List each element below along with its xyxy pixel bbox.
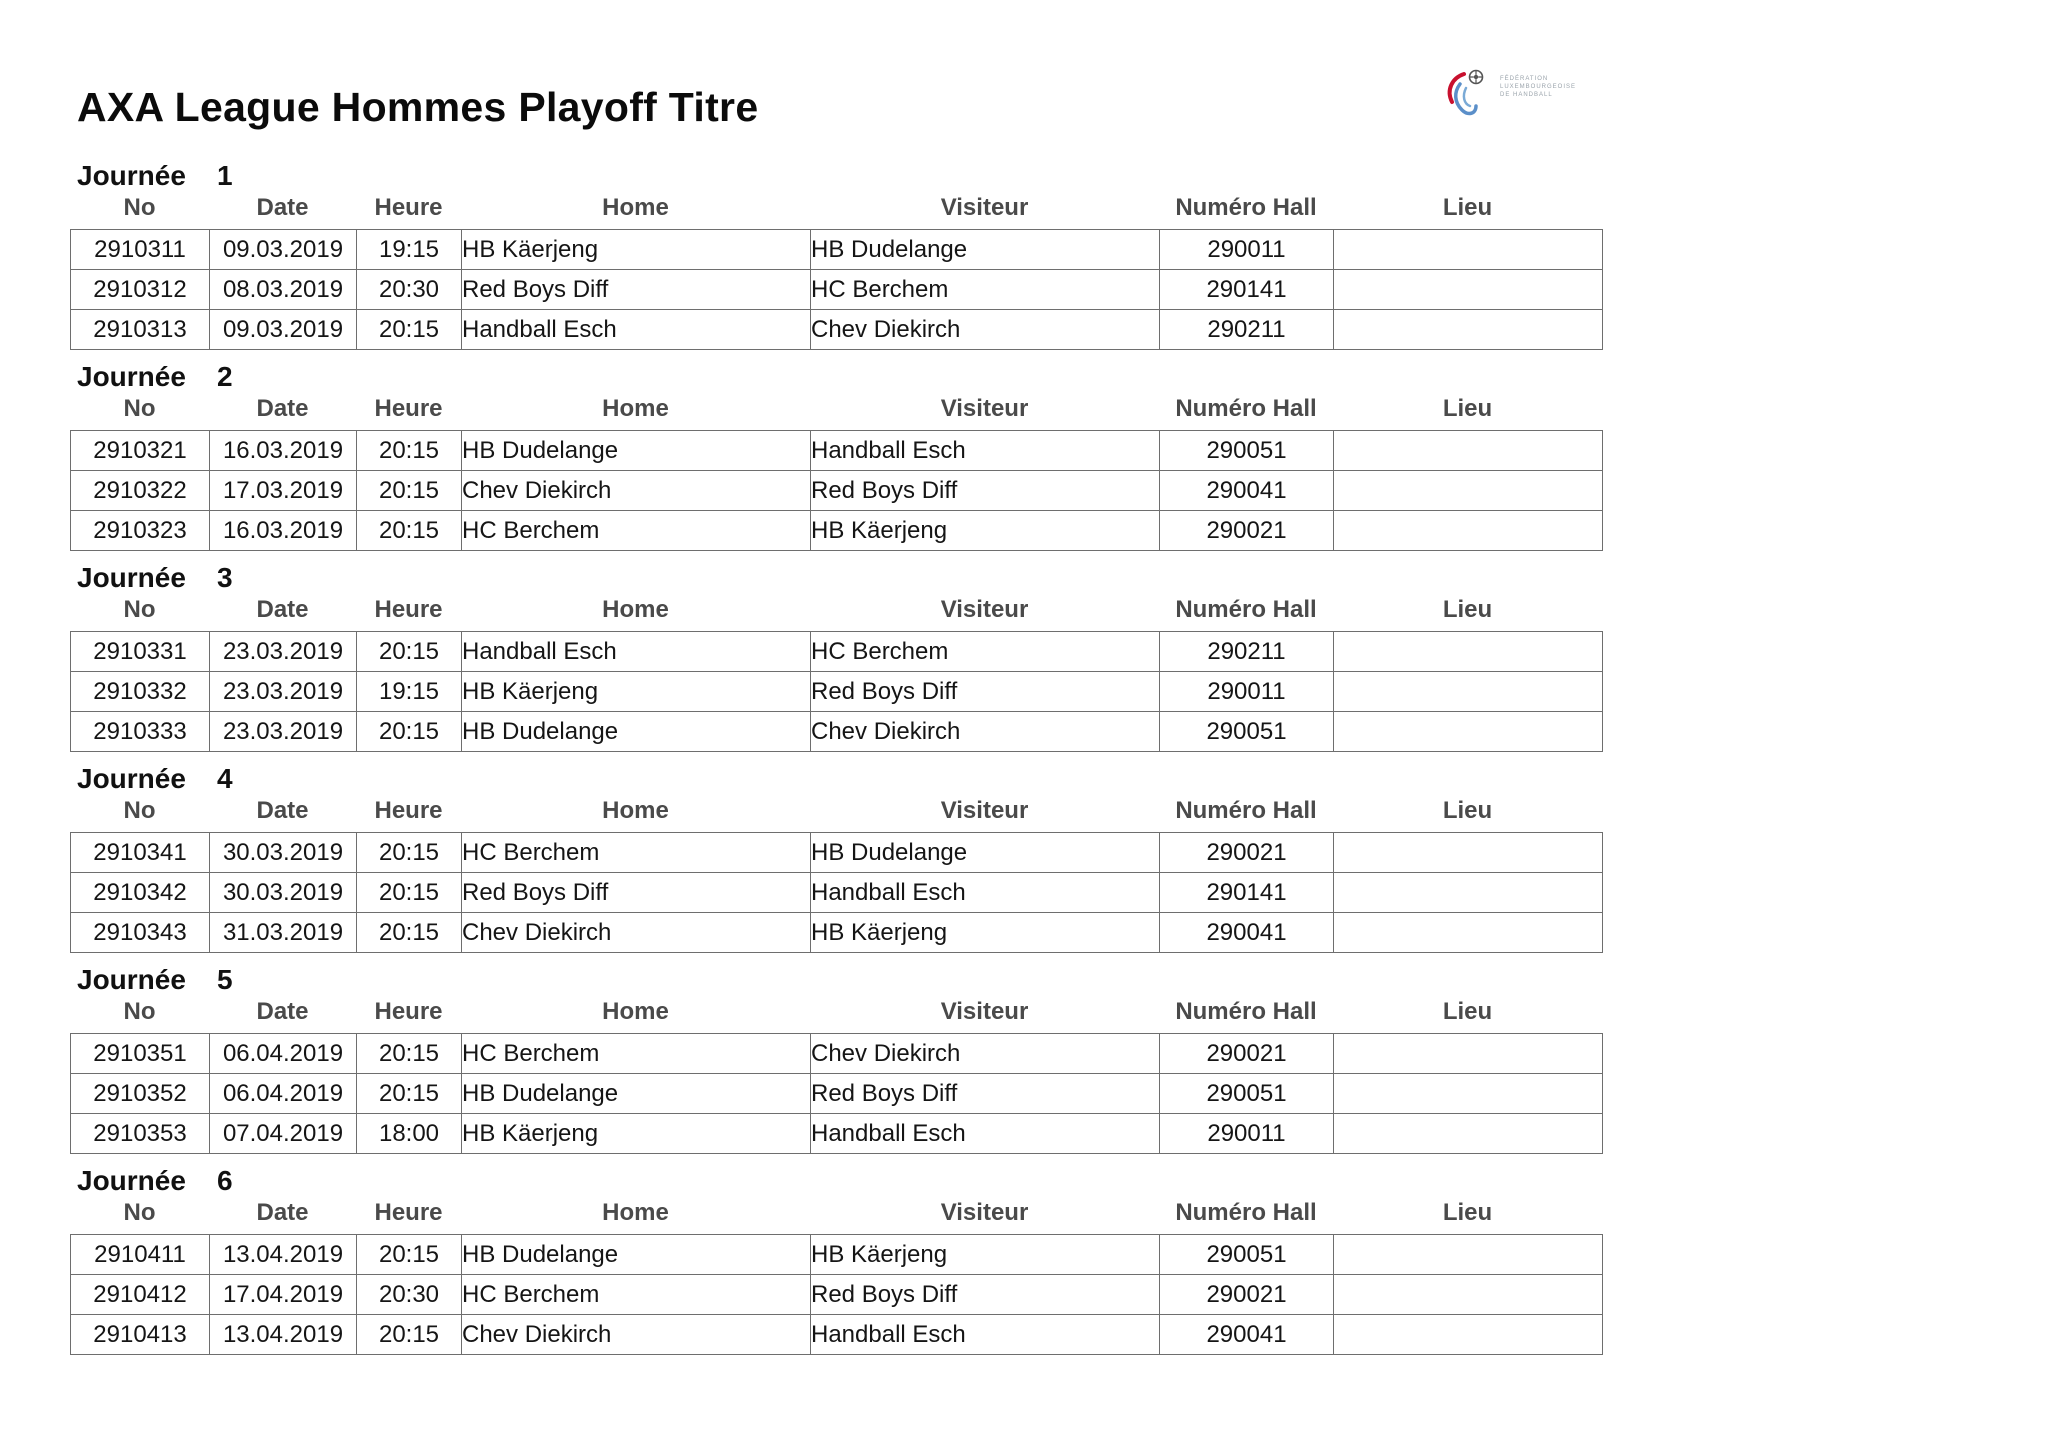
cell-hall: 290051 (1160, 1235, 1334, 1275)
cell-home: Chev Diekirch (462, 1315, 811, 1355)
table-row (71, 833, 1603, 873)
games-table (70, 631, 1603, 752)
cell-hall: 290041 (1160, 1315, 1334, 1355)
cell-heure: 20:15 (357, 471, 462, 511)
logo-line: FÉDÉRATION (1500, 76, 1549, 82)
journee-number: 2 (217, 361, 233, 392)
cell-date: 06.04.2019 (210, 1034, 357, 1074)
cell-home: HB Käerjeng (462, 672, 811, 712)
journee-label: Journée (77, 160, 186, 191)
column-header-date: Date (256, 797, 309, 824)
cell-visiteur: HB Käerjeng (811, 913, 1160, 953)
column-header-visiteur: Visiteur (940, 797, 1029, 824)
cell-visiteur: HC Berchem (811, 270, 1160, 310)
table-row (71, 913, 1603, 953)
games-table (70, 229, 1603, 350)
cell-lieu (1334, 1074, 1603, 1114)
cell-date: 16.03.2019 (210, 431, 357, 471)
cell-visiteur: HB Dudelange (811, 833, 1160, 873)
column-header-heure: Heure (374, 998, 443, 1025)
cell-visiteur: Chev Diekirch (811, 310, 1160, 350)
column-header-no: No (123, 194, 156, 221)
cell-no: 2910331 (71, 632, 210, 672)
cell-date: 13.04.2019 (210, 1235, 357, 1275)
cell-visiteur: Red Boys Diff (811, 471, 1160, 511)
column-header-date: Date (256, 194, 309, 221)
cell-home: Red Boys Diff (462, 270, 811, 310)
column-header-hall: Numéro Hall (1175, 1199, 1317, 1226)
cell-visiteur: Handball Esch (811, 1315, 1160, 1355)
cell-heure: 20:15 (357, 632, 462, 672)
column-headers (70, 594, 1602, 626)
cell-date: 30.03.2019 (210, 833, 357, 873)
cell-date: 23.03.2019 (210, 632, 357, 672)
cell-heure: 20:15 (357, 1034, 462, 1074)
cell-hall: 290011 (1160, 672, 1334, 712)
column-header-lieu: Lieu (1442, 596, 1493, 623)
table-row (71, 1235, 1603, 1275)
column-headers (70, 393, 1602, 425)
column-header-visiteur: Visiteur (940, 395, 1029, 422)
cell-no: 2910333 (71, 712, 210, 752)
journee-label: Journée (77, 1165, 186, 1196)
cell-no: 2910323 (71, 511, 210, 551)
journee-label: Journée (77, 763, 186, 794)
column-header-no: No (123, 1199, 156, 1226)
cell-heure: 20:15 (357, 1235, 462, 1275)
cell-lieu (1334, 1235, 1603, 1275)
cell-heure: 20:15 (357, 873, 462, 913)
cell-home: HB Dudelange (462, 712, 811, 752)
column-header-visiteur: Visiteur (940, 998, 1029, 1025)
journee-number: 6 (217, 1165, 233, 1196)
journee-number: 3 (217, 562, 233, 593)
games-table (70, 1234, 1603, 1355)
column-header-hall: Numéro Hall (1175, 395, 1317, 422)
cell-home: HB Dudelange (462, 1235, 811, 1275)
journee-section (0, 761, 2048, 961)
cell-lieu (1334, 1114, 1603, 1154)
cell-no: 2910342 (71, 873, 210, 913)
cell-date: 30.03.2019 (210, 873, 357, 913)
cell-lieu (1334, 672, 1603, 712)
cell-hall: 290211 (1160, 310, 1334, 350)
journee-number: 5 (217, 964, 233, 995)
column-header-hall: Numéro Hall (1175, 797, 1317, 824)
cell-home: HB Käerjeng (462, 1114, 811, 1154)
cell-visiteur: Red Boys Diff (811, 1275, 1160, 1315)
cell-heure: 20:15 (357, 431, 462, 471)
cell-home: HC Berchem (462, 511, 811, 551)
cell-lieu (1334, 712, 1603, 752)
cell-lieu (1334, 1034, 1603, 1074)
column-header-hall: Numéro Hall (1175, 998, 1317, 1025)
cell-heure: 19:15 (357, 672, 462, 712)
table-row (71, 471, 1603, 511)
column-header-heure: Heure (374, 1199, 443, 1226)
cell-hall: 290041 (1160, 913, 1334, 953)
games-table (70, 1033, 1603, 1154)
cell-hall: 290051 (1160, 1074, 1334, 1114)
cell-lieu (1334, 1315, 1603, 1355)
cell-heure: 20:15 (357, 310, 462, 350)
cell-no: 2910413 (71, 1315, 210, 1355)
cell-heure: 20:15 (357, 1074, 462, 1114)
journee-label: Journée (77, 562, 186, 593)
cell-hall: 290021 (1160, 1275, 1334, 1315)
cell-date: 23.03.2019 (210, 672, 357, 712)
cell-heure: 18:00 (357, 1114, 462, 1154)
cell-home: HC Berchem (462, 833, 811, 873)
column-header-heure: Heure (374, 797, 443, 824)
column-header-visiteur: Visiteur (940, 596, 1029, 623)
cell-visiteur: HB Dudelange (811, 230, 1160, 270)
cell-no: 2910312 (71, 270, 210, 310)
cell-date: 31.03.2019 (210, 913, 357, 953)
cell-visiteur: HC Berchem (811, 632, 1160, 672)
journee-number: 1 (217, 160, 233, 191)
cell-date: 23.03.2019 (210, 712, 357, 752)
column-header-heure: Heure (374, 395, 443, 422)
cell-lieu (1334, 833, 1603, 873)
column-header-lieu: Lieu (1442, 797, 1493, 824)
table-row (71, 1034, 1603, 1074)
column-header-no: No (123, 395, 156, 422)
cell-date: 06.04.2019 (210, 1074, 357, 1114)
column-header-lieu: Lieu (1442, 395, 1493, 422)
table-row (71, 632, 1603, 672)
journee-heading (77, 359, 233, 395)
cell-home: HB Käerjeng (462, 230, 811, 270)
journee-label: Journée (77, 964, 186, 995)
cell-home: Handball Esch (462, 310, 811, 350)
cell-visiteur: Chev Diekirch (811, 712, 1160, 752)
cell-no: 2910343 (71, 913, 210, 953)
table-row (71, 672, 1603, 712)
journee-heading (77, 560, 233, 596)
logo-line: DE HANDBALL (1500, 92, 1553, 98)
cell-hall: 290021 (1160, 833, 1334, 873)
cell-visiteur: Handball Esch (811, 873, 1160, 913)
journee-section (0, 359, 2048, 559)
column-header-heure: Heure (374, 596, 443, 623)
journee-section (0, 158, 2048, 358)
cell-visiteur: Handball Esch (811, 1114, 1160, 1154)
cell-no: 2910341 (71, 833, 210, 873)
journee-section (0, 560, 2048, 760)
cell-no: 2910411 (71, 1235, 210, 1275)
cell-lieu (1334, 511, 1603, 551)
handball-federation-emblem-icon (1442, 66, 1498, 124)
cell-no: 2910313 (71, 310, 210, 350)
table-row (71, 1275, 1603, 1315)
cell-hall: 290011 (1160, 230, 1334, 270)
cell-hall: 290041 (1160, 471, 1334, 511)
cell-visiteur: HB Käerjeng (811, 1235, 1160, 1275)
column-header-home: Home (602, 797, 669, 824)
cell-heure: 20:15 (357, 511, 462, 551)
column-header-hall: Numéro Hall (1175, 596, 1317, 623)
cell-lieu (1334, 230, 1603, 270)
cell-home: Chev Diekirch (462, 913, 811, 953)
table-row (71, 310, 1603, 350)
column-header-visiteur: Visiteur (940, 1199, 1029, 1226)
column-header-date: Date (256, 395, 309, 422)
cell-hall: 290051 (1160, 712, 1334, 752)
cell-heure: 20:30 (357, 270, 462, 310)
cell-lieu (1334, 471, 1603, 511)
table-row (71, 712, 1603, 752)
column-header-no: No (123, 797, 156, 824)
cell-home: Chev Diekirch (462, 471, 811, 511)
cell-lieu (1334, 873, 1603, 913)
journee-heading (77, 761, 233, 797)
journee-heading (77, 158, 233, 194)
journee-label: Journée (77, 361, 186, 392)
cell-lieu (1334, 913, 1603, 953)
cell-lieu (1334, 1275, 1603, 1315)
column-header-home: Home (602, 998, 669, 1025)
cell-visiteur: Red Boys Diff (811, 672, 1160, 712)
column-header-date: Date (256, 998, 309, 1025)
cell-hall: 290011 (1160, 1114, 1334, 1154)
column-header-visiteur: Visiteur (940, 194, 1029, 221)
table-row (71, 873, 1603, 913)
table-row (71, 511, 1603, 551)
table-row (71, 270, 1603, 310)
cell-no: 2910332 (71, 672, 210, 712)
logo-wordmark (1500, 75, 1576, 99)
cell-hall: 290141 (1160, 873, 1334, 913)
cell-date: 16.03.2019 (210, 511, 357, 551)
column-header-hall: Numéro Hall (1175, 194, 1317, 221)
table-row (71, 1074, 1603, 1114)
cell-no: 2910321 (71, 431, 210, 471)
cell-date: 09.03.2019 (210, 230, 357, 270)
cell-no: 2910353 (71, 1114, 210, 1154)
journee-section (0, 1163, 2048, 1363)
cell-no: 2910352 (71, 1074, 210, 1114)
column-headers (70, 192, 1602, 224)
cell-hall: 290211 (1160, 632, 1334, 672)
column-header-heure: Heure (374, 194, 443, 221)
cell-date: 08.03.2019 (210, 270, 357, 310)
cell-date: 17.04.2019 (210, 1275, 357, 1315)
logo-line: LUXEMBOURGEOISE (1500, 84, 1577, 90)
federation-logo (1442, 66, 1582, 124)
page-title: AXA League Hommes Playoff Titre (77, 84, 759, 130)
column-header-no: No (123, 596, 156, 623)
cell-visiteur: Chev Diekirch (811, 1034, 1160, 1074)
games-table (70, 832, 1603, 953)
cell-visiteur: Handball Esch (811, 431, 1160, 471)
cell-heure: 20:30 (357, 1275, 462, 1315)
column-headers (70, 996, 1602, 1028)
table-row (71, 1114, 1603, 1154)
cell-date: 07.04.2019 (210, 1114, 357, 1154)
column-header-home: Home (602, 395, 669, 422)
cell-date: 13.04.2019 (210, 1315, 357, 1355)
cell-lieu (1334, 431, 1603, 471)
cell-date: 17.03.2019 (210, 471, 357, 511)
cell-hall: 290051 (1160, 431, 1334, 471)
cell-heure: 20:15 (357, 712, 462, 752)
journee-heading (77, 1163, 233, 1199)
column-headers (70, 795, 1602, 827)
cell-hall: 290141 (1160, 270, 1334, 310)
cell-visiteur: Red Boys Diff (811, 1074, 1160, 1114)
cell-heure: 20:15 (357, 913, 462, 953)
table-row (71, 1315, 1603, 1355)
cell-hall: 290021 (1160, 511, 1334, 551)
journee-heading (77, 962, 233, 998)
cell-no: 2910412 (71, 1275, 210, 1315)
column-header-lieu: Lieu (1442, 194, 1493, 221)
cell-lieu (1334, 310, 1603, 350)
cell-home: HC Berchem (462, 1034, 811, 1074)
journee-number: 4 (217, 763, 233, 794)
cell-lieu (1334, 632, 1603, 672)
column-header-home: Home (602, 596, 669, 623)
cell-no: 2910351 (71, 1034, 210, 1074)
cell-heure: 20:15 (357, 1315, 462, 1355)
column-header-date: Date (256, 596, 309, 623)
column-header-no: No (123, 998, 156, 1025)
cell-home: Handball Esch (462, 632, 811, 672)
cell-date: 09.03.2019 (210, 310, 357, 350)
table-row (71, 230, 1603, 270)
cell-home: HB Dudelange (462, 1074, 811, 1114)
cell-no: 2910311 (71, 230, 210, 270)
cell-heure: 19:15 (357, 230, 462, 270)
column-header-home: Home (602, 1199, 669, 1226)
cell-heure: 20:15 (357, 833, 462, 873)
column-headers (70, 1197, 1602, 1229)
column-header-date: Date (256, 1199, 309, 1226)
cell-visiteur: HB Käerjeng (811, 511, 1160, 551)
cell-home: Red Boys Diff (462, 873, 811, 913)
cell-hall: 290021 (1160, 1034, 1334, 1074)
cell-home: HC Berchem (462, 1275, 811, 1315)
journee-section (0, 962, 2048, 1162)
cell-no: 2910322 (71, 471, 210, 511)
table-row (71, 431, 1603, 471)
column-header-lieu: Lieu (1442, 998, 1493, 1025)
cell-home: HB Dudelange (462, 431, 811, 471)
column-header-lieu: Lieu (1442, 1199, 1493, 1226)
games-table (70, 430, 1603, 551)
cell-lieu (1334, 270, 1603, 310)
column-header-home: Home (602, 194, 669, 221)
